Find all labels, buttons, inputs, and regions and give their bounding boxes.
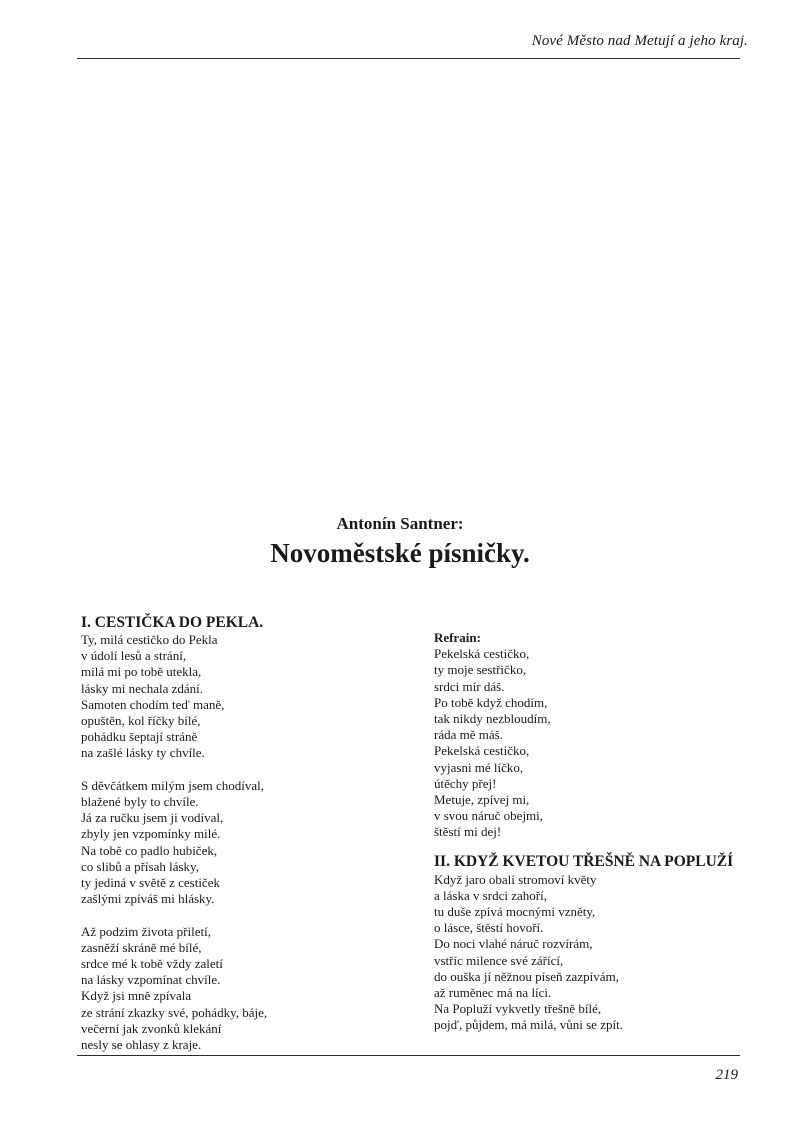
refrain-label: Refrain: (434, 630, 481, 645)
refrain-line: Po tobě když chodím, (434, 694, 548, 710)
page-number: 219 (715, 1067, 738, 1083)
verse-line: pojď, půjdem, má milá, vůni se zpít. (434, 1017, 623, 1033)
verse-line: zasněží skráně mé bílé, (81, 939, 202, 955)
verse-line: zbyly jen vzpomínky milé. (81, 826, 221, 842)
refrain-line: vyjasni mé líčko, (434, 759, 524, 775)
verse-line: Když jsi mně zpívala (81, 988, 192, 1004)
verse-line: Na tobě co padlo hubiček, (81, 842, 218, 858)
section-heading: I. CESTIČKA DO PEKLA. (81, 614, 264, 631)
verse-line: Samoten chodím teď maně, (81, 696, 225, 712)
verse-line: S děvčátkem milým jsem chodíval, (81, 777, 265, 793)
verse-line: lásky mi nechala zdání. (81, 680, 204, 696)
verse-line: na zašlé lásky ty chvíle. (81, 745, 205, 761)
verse-line: milá mi po tobě utekla, (81, 664, 202, 680)
verse-line: Až podzim života přiletí, (81, 923, 211, 939)
left-column (81, 614, 401, 1053)
verse-line: do ouška jí něžnou píseň zazpívám, (434, 968, 619, 984)
refrain-line: v svou náruč obejmi, (434, 808, 544, 824)
verse-line: v údolí lesů a strání, (81, 648, 187, 664)
footer-rule (77, 1055, 740, 1056)
section-heading: II. KDYŽ KVETOU TŘEŠNĚ NA POPLUŽÍ (434, 852, 734, 870)
verse-line: ze strání zkazky své, pohádky, báje, (81, 1004, 268, 1020)
verse-line: opuštěn, kol říčky bílé, (81, 713, 201, 729)
refrain-line: Metuje, zpívej mi, (434, 792, 530, 808)
refrain-line: ráda mě máš. (434, 727, 503, 743)
verse-line: Do noci vlahé náruč rozvírám, (434, 936, 593, 952)
verse-line: o lásce, štěstí hovoří. (434, 920, 544, 936)
verse-line: Když jaro obalí stromoví květy (434, 871, 597, 887)
stanza-gap (81, 762, 401, 778)
verse-line: tu duše zpívá mocnými vzněty, (434, 904, 596, 920)
verse-line: nesly se ohlasy z kraje. (81, 1037, 202, 1053)
refrain-line: tak nikdy nezbloudím, (434, 711, 551, 727)
header-rule (77, 58, 740, 59)
verse-line: vstříc milence své zářící, (434, 952, 564, 968)
verse-line: blažené byly to chvíle. (81, 794, 199, 810)
refrain-line: ty moje sestřičko, (434, 662, 527, 678)
verse-line: Na Popluží vykvetly třešně bílé, (434, 1001, 602, 1017)
verse-line: až ruměnec má na líci. (434, 985, 552, 1001)
refrain-line: srdci mír dáš. (434, 678, 505, 694)
refrain-line: Pekelská cestičko, (434, 646, 530, 662)
article-title: Novoměstské písničky. (270, 538, 530, 568)
verse-line: Ty, milá cestičko do Pekla (81, 632, 218, 647)
verse-line: zašlými zpíváš mi hlásky. (81, 891, 215, 907)
refrain-line: Pekelská cestičko, (434, 743, 530, 759)
verse-line: co slibů a přísah lásky, (81, 858, 199, 874)
verse-line: pohádku šeptají stráně (81, 729, 198, 745)
verse-line: Já za ručku jsem ji vodíval, (81, 810, 224, 826)
verse-line: ty jediná v světě z cestiček (81, 875, 220, 891)
right-column (434, 630, 744, 1034)
running-header: Nové Město nad Metují a jeho kraj. (531, 33, 748, 49)
stanza-gap (81, 907, 401, 923)
verse-line: srdce mé k tobě vždy zaletí (81, 956, 223, 972)
refrain-line: útěchy přej! (434, 775, 497, 791)
verse-line: večerní jak zvonků klekání (81, 1020, 222, 1036)
refrain-line: štěstí mi dej! (434, 824, 502, 840)
verse-line: na lásky vzpomínat chvíle. (81, 972, 221, 988)
verse-line: a láska v srdci zahoří, (434, 887, 547, 903)
article-author: Antonín Santner: (336, 514, 464, 533)
